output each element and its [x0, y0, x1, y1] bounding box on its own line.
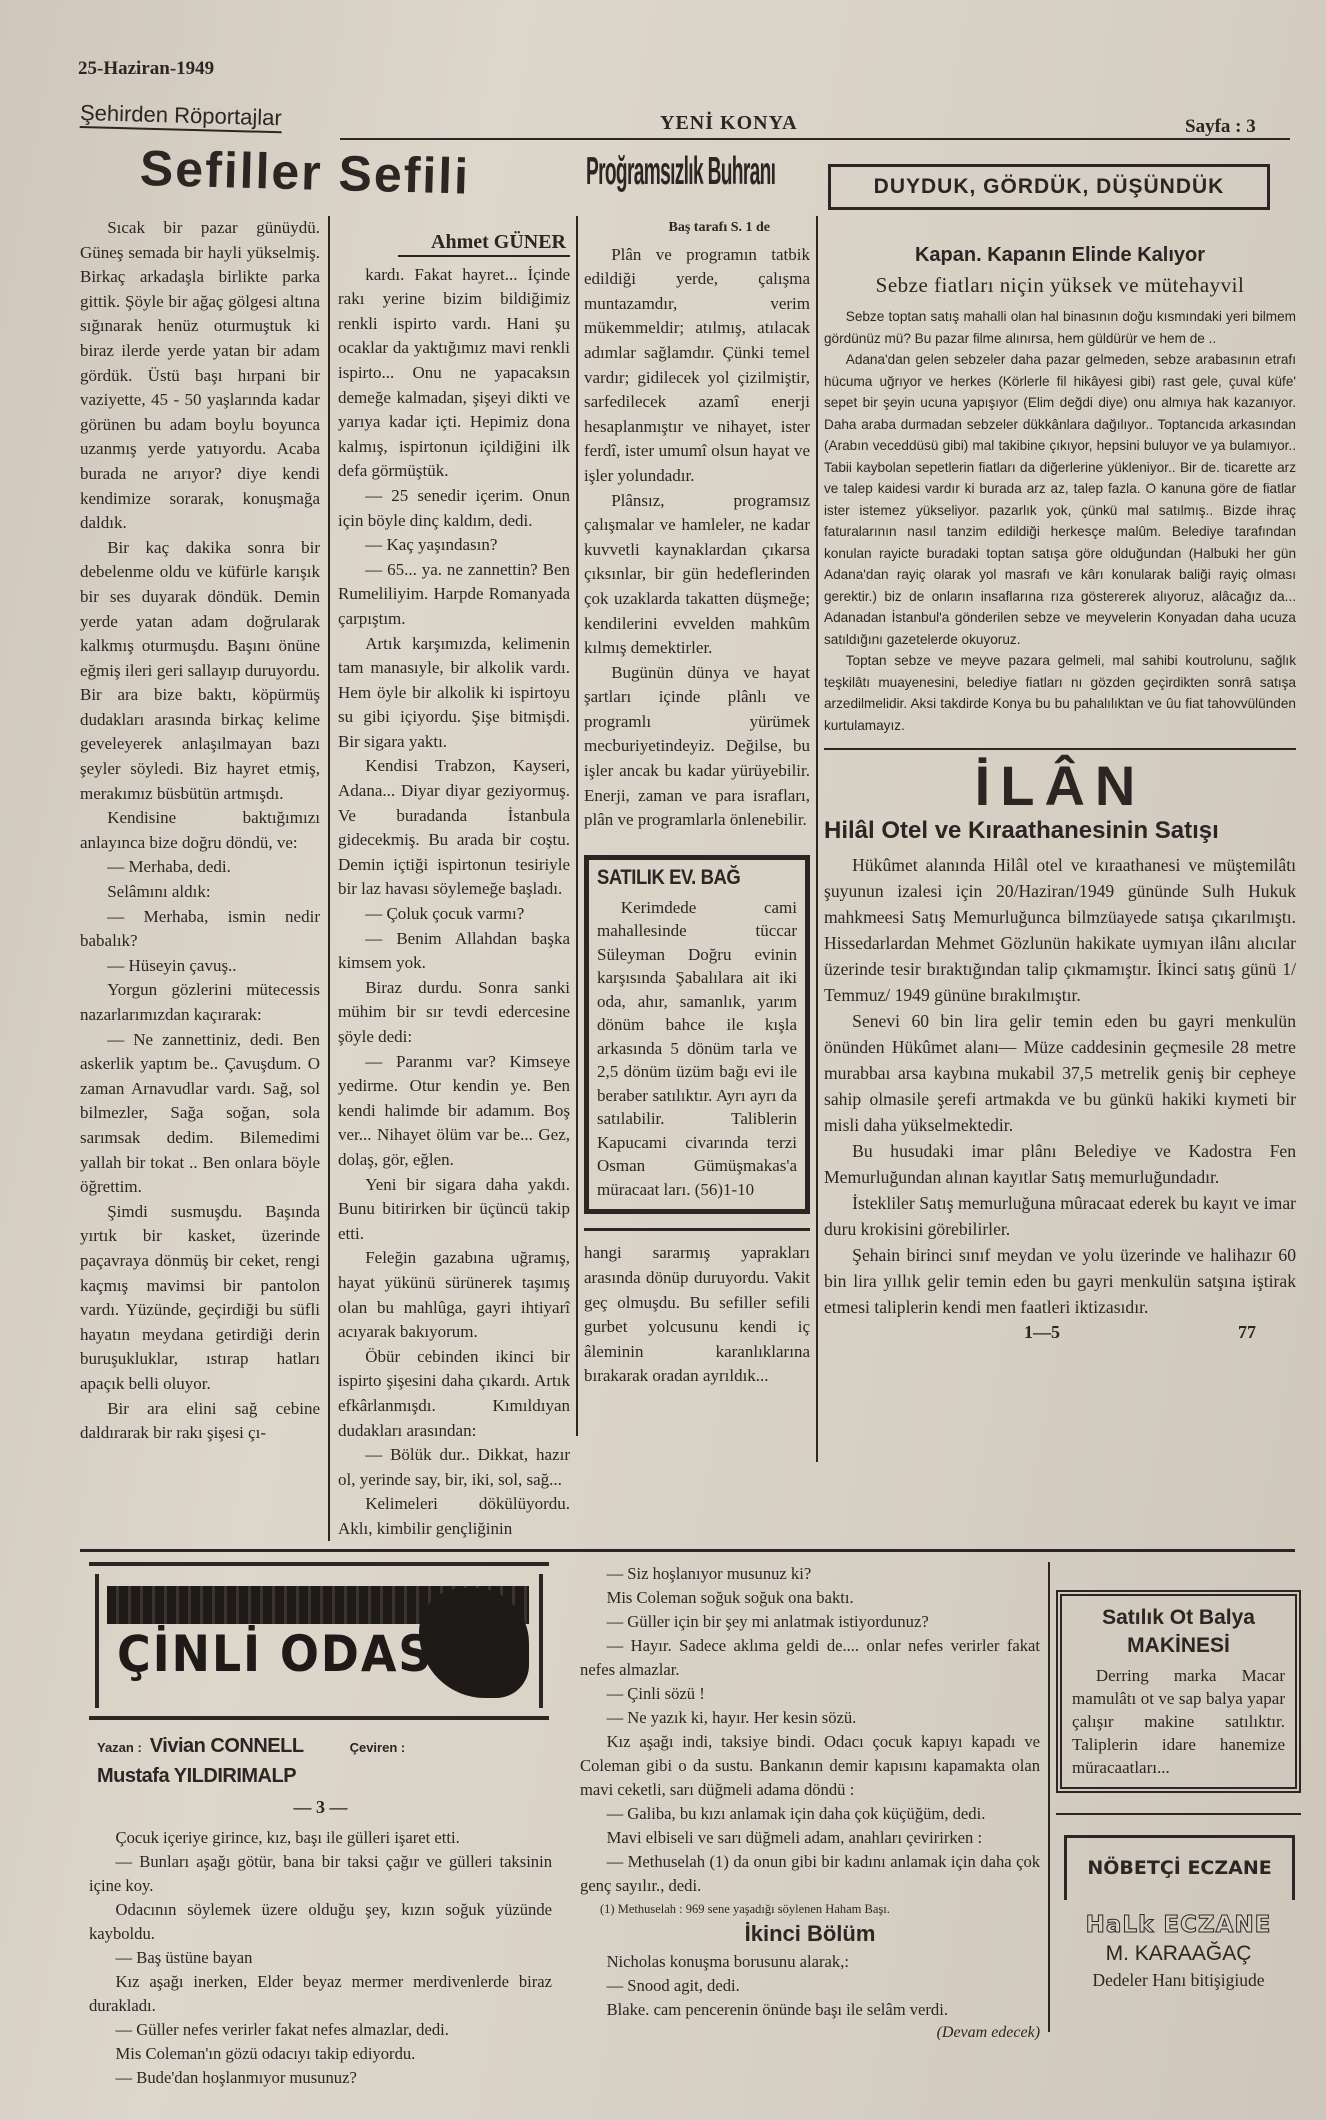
paragraph: — Ne yazık ki, hayır. Her kesin sözü.: [606, 1708, 857, 1728]
ilan-label: İLÂN: [824, 748, 1296, 816]
paragraph: Hükûmet alanında Hilâl otel ve kıraathanesi ve müştemilâtı şuyunun izalesi için 20/Haziran/1949 gününde Sulh Hukuk mahkmeesi Satış Memurluğunca bilmzüayede satışa çıkarılmıştı. Hissedarlardan Mehmet Gözlunün hakikate uymıyan ilânı alıcılar üzerinde tesir bıraktığından talip çıkmamıştır. İkinci satış günü 1/ Temmuz/ 1949 gününe bırakılmıştır.: [824, 855, 1296, 1005]
paragraph: Şehain birinci sınıf meydan ve yolu üzerinde ve halihazır 60 bin lira yıllık gelir temin eden bu gayri menkulün satşına iştirak etmesi taliplerin kendi men faatleri iktizasıdır.: [824, 1245, 1296, 1317]
paragraph: Kendisi Trabzon, Kayseri, Adana... Diyar diyar geziyormuş. Ve buradanda İstanbula gidecekmiş. Bu arada bir coştu. Demin içtiği ispirtonun tesiriyle bir laz havası söylemeğe başladı.: [338, 756, 570, 899]
sefiller-col-3: [584, 1228, 810, 1389]
paragraph: İstekliler Satış memurluğuna mûracaat ederek bu kayıt ve imar duru krokisini görebilirler.: [824, 1193, 1296, 1239]
author-label: Yazan :: [97, 1740, 142, 1756]
column-3: [576, 216, 810, 1436]
paragraph: Sıcak bir pazar günüydü. Güneş semada bir hayli yükselmiş. Birkaç arkadaşla birlikte parka gittik. Şöyle bir ağaç gölgesi altına sığınarak henüz oturmuştuk ki biraz ilerde yerde yatan bir adam gördük. Üstü başı hırpani bir vaziyette, 45 - 50 yaşlarında kadar görünen bu adam boylu boyunca uzanmış yerde yatıyordu. Acaba burada ne arıyor? diye kendi kendimize sorarak, konuşmağa daldık.: [80, 218, 320, 533]
paragraph: — 25 senedir içerim. Onun için böyle dinç kaldım, dedi.: [338, 485, 570, 530]
ad-title: SATILIK EV. BAĞ: [597, 865, 741, 889]
continued-note: Baş tarafı S. 1 de: [668, 220, 770, 235]
serial-title: ÇİNLİ ODASI: [117, 1625, 453, 1684]
paragraph: Öbür cebinden ikinci bir ispirto şişesini daha çıkardı. Artık efkârlanmışdı. Kımıldıyan dudakları arasından:: [338, 1346, 570, 1440]
pharmacy-address: Dedeler Hanı bitişigiude: [1092, 1970, 1265, 1991]
paragraph: Şimdi susmuşdu. Başında yırtık bir kasket, üzerinde paçavraya dönmüş bir ceket, rengi kaçmış mavimsi bir pantolon vardı. Yüzünde, geçirdiği bu süfli hayatın meydana getirdiği derin buruşukluklar, ıstırap hatları apaçık belli oluyor.: [80, 1201, 320, 1393]
episode-number: — 3 —: [293, 1797, 348, 1818]
chapter-heading: İkinci Bölüm: [744, 1921, 876, 1947]
sefiller-col-1: [80, 216, 320, 1446]
paragraph: kardı. Fakat hayret... İçinde rakı yerine bizim bildiğimiz renkli ispirto vardı. Hani şu ocaklar da yaktığımız mavi renkli ispirto... Onu ne yapacaksın demeğe kalmadan, şişeyi dikti ve yarıya kadar içti. Hepimiz dona kalmış, ispirtonun içildiğini ilk defa görmüştük.: [338, 264, 570, 481]
kapan-subhead: Sebze fiatları niçin yüksek ve mütehayvil: [875, 273, 1245, 297]
paragraph: Kız aşağı inerken, Elder beyaz mermer merdivenlerde biraz durakladı.: [89, 1972, 553, 2016]
issue-date: 25-Haziran-1949: [78, 58, 215, 79]
paragraph: — Baş üstüne bayan: [115, 1948, 253, 1968]
paragraph: — Bunları aşağı götür, bana bir taksi çağır ve gülleri taksinin içine koy.: [89, 1852, 553, 1896]
paragraph: — Methuselah (1) da onun gibi bir kadını anlamak için daha çok genç sayılır., dedi.: [580, 1852, 1041, 1896]
paragraph: Selâmını aldık:: [107, 882, 211, 902]
satilik-ev-ad: [584, 855, 810, 1215]
paragraph: Bu husudaki imar plânı Belediye ve Kadostra Fen Memurluğundan alınan kayıtlar Satış memurluğundadır.: [824, 1141, 1296, 1187]
article-title: Sefiller Sefili: [139, 140, 471, 205]
paragraph: Biraz durdu. Sonra sanki mühim bir sır tevdi edercesine şöyle dedi:: [338, 977, 570, 1046]
to-be-continued: (Devam edecek): [936, 2024, 1041, 2042]
top-section: [80, 0, 1296, 1541]
paragraph: — 65... ya. ne zannettin? Ben Rumeliliyim. Harpde Romanyada çarpıştım.: [338, 559, 570, 628]
section-title: Şehirden Röportajlar: [80, 100, 282, 133]
paragraph: — Galiba, bu kızı anlamak için daha çok küçüğüm, dedi.: [606, 1804, 986, 1824]
paragraph: Kelimeleri dökülüyordu. Aklı, kimbilir gençliğinin: [338, 1494, 570, 1538]
paragraph: — Güller nefes verirler fakat nefes almazlar, dedi.: [115, 2020, 449, 2040]
paragraph: — Güller için bir şey mi anlatmak istiyordunuz?: [606, 1612, 929, 1632]
paragraph: — Siz hoşlanıyor musunuz ki?: [606, 1564, 812, 1584]
paragraph: Nicholas konuşma borusunu alarak,:: [606, 1952, 849, 1972]
paragraph: Toptan sebze ve meyve pazara gelmeli, mal sahibi koutrolunu, sağlık teşkilâtı muayenesini, belediye fiatları nı gözden geçirdikten sonrâ satışa arzedilmelidir. Aksi takdirde Konya bu bu pahalılıktan ve ûu fiat tahovvülünden kurtulamayız.: [824, 653, 1296, 733]
paragraph: — Hayır. Sadece aklıma geldi de.... onlar nefes verirler fakat nefes almazlar.: [580, 1636, 1041, 1680]
paragraph: Feleğin gazabına uğramış, hayat yükünü sürünerek taşımış olan bu mahlûga, gayri ihtiyarî acıyarak bakıyorum.: [338, 1248, 570, 1342]
paragraph: Mis Coleman soğuk soğuk ona baktı.: [606, 1588, 854, 1608]
divider: [1056, 1813, 1301, 1815]
ad-text: Derring marka Macar mamulâtı ot ve sap balya yapar çalışır makine satılıktır. Taliplerin idare hanemize müracaatları...: [1072, 1666, 1285, 1778]
paragraph: Adana'dan gelen sebzeler daha pazar gelmeden, sebze arabasının etrafı hücuma uğrıyor ve herkes (Körlerle fil hikâyesi gibi) rast gele, çuval küfe' sepet bir şeyin ucuna yapışıyor (Elim değdi diye) onu almıya hak kazanıyor. Daha araba durmadan sebzeler dükkânlara dağılıyor.. Toptancıda arkasından (Arabın veceddüsü gibi) mal takibine çıkıyor, hepsini buluyor ve ya bulamıyor.. Tabii kaybolan sepetlerin fiatları da diğerlerine yükleniyor.. Bir de. ticarette arz ve talep kaidesi vardır ki burada arz az, talep fazla. O kanuna göre de fiatlar ister istemez yükseliyor. pazarlık yok, çünkü mal satılmış.. Bizde ihraç faturalarının nasıl tanzim edildiği herkesçe malûm. Belediye tarafından konulan rayicte buradaki toptan satışa göre olduğundan (Halbuki her gün Adana'dan rayiç olarak yol masrafı ve kârı konularak baliği rayiç olması gerektir.) biz de onların insaflarına rıza göstererek alıyoruz, alâcağız da... Adanadan İstanbul'a gönderilen sebze ve meyvelerin Konyadan daha ucuza satıldığını gazetelerde okuyoruz.: [824, 352, 1296, 647]
article-author: Ahmet GÜNER: [398, 230, 570, 257]
paragraph: Sebze toptan satış mahalli olan hal binasının doğu kısmındaki yeri bilmem gördünüz mü? Bu pazar filme alınırsa, hem güldürür ve hem de ..: [824, 309, 1296, 346]
ilan-ref: 1—5: [1024, 1322, 1060, 1342]
ilan-title: Hilâl Otel ve Kıraathanesinin Satışı: [824, 817, 1219, 844]
paragraph: Bir ara elini sağ cebine daldırarak bir rakı şişesi çı-: [80, 1398, 320, 1443]
footnote: (1) Methuselah : 969 sene yaşadığı söylenen Haham Başı.: [600, 1902, 890, 1917]
paragraph: — Kaç yaşındasın?: [365, 535, 498, 555]
serial-credits: [97, 1732, 552, 1790]
paragraph: Blake. cam pencerenin önünde başı ile selâm verdi.: [606, 2000, 948, 2020]
paragraph: — Bölük dur.. Dikkat, hazır ol, yerinde say, bir, iki, sol, sağ...: [338, 1445, 570, 1489]
paragraph: — Snood agit, dedi.: [606, 1976, 740, 1996]
ad-title: MAKİNESİ: [1127, 1634, 1230, 1658]
ads-column: [1048, 1562, 1301, 2032]
ilan-article: [824, 852, 1296, 1344]
serial-author: Vivian CONNELL: [149, 1735, 304, 1758]
program-article: [584, 216, 810, 833]
paragraph: Çocuk içeriye girince, kız, başı ile gülleri işaret etti.: [115, 1828, 460, 1848]
paragraph: Kendisine baktığımızı anlayınca bize doğru döndü, ve:: [80, 808, 320, 852]
paragraph: Bir kaç dakika sonra bir debelenme oldu ve küfürle karışık bir ses duyarak döndük. Demin yerde yatan adam doğrularak kalkmış oturmuşdu. Başını önüne eğmiş ileri geri sallayıp duruyordu. Bir ara bize baktı, köpürmüş dudakları arasında birkaç kelime geveleyerek anlaşılmayan bazı şeyler söyledi. Biz hayret etmiş, merakımız büsbütün artmışdı.: [80, 537, 320, 803]
serial-left-column: [89, 1562, 552, 2090]
ilan-number: 77: [1238, 1322, 1256, 1342]
serial-banner: [89, 1562, 549, 1720]
paragraph: — Bude'dan hoşlanmıyor musunuz?: [115, 2068, 357, 2088]
paragraph: Mavi elbiseli ve sarı düğmeli adam, anahları çevirirken :: [606, 1828, 983, 1848]
kapan-headline: Kapan. Kapanın Elinde Kalıyor: [914, 244, 1206, 266]
page-number: Sayfa : 3: [1185, 116, 1256, 137]
pharmacy-banner: NÖBETÇİ ECZANE: [1064, 1835, 1295, 1900]
paragraph: — Benim Allahdan başka kimsem yok.: [338, 928, 570, 973]
serial-right: [580, 1562, 1040, 2044]
bottom-section: [89, 1552, 1301, 2120]
paragraph: — Merhaba, dedi.: [107, 857, 231, 877]
translator-label: Çeviren :: [349, 1740, 406, 1756]
serial-translator: Mustafa YILDIRIMALP: [97, 1765, 297, 1788]
paragraph: Senevi 60 bin lira gelir temin eden bu gayri menkulün önünden Hükûmet alanı— Müze caddesinin geçmesile 28 metre murabbaı arsa kaybına mukabil 37,5 metrelik geniş bir cepheye sahip olmasile şerefi artmakda ve bu günkü hakiki kıymeti bir misli daha yükselmektedir.: [824, 1011, 1296, 1135]
paragraph: Artık karşımızda, kelimenin tam manasıyle, bir alkolik vardı. Hem öyle bir alkolik ki ispirtoyu su gibi içiyordu. Şişe bitmişdi. Bir sigara yaktı.: [338, 633, 570, 751]
paragraph: hangi sararmış yaprakları arasında dönüp duruyordu. Vakit geç olmuşdu. Bu sefiller sefili gurbet yolcusunu kendi iç âleminin karanlıklarına bırakarak oradan ayrıldık...: [584, 1243, 810, 1386]
paragraph: — Paranmı var? Kimseye yedirme. Otur kendin ye. Ben kendi halimde bir adamım. Boş ver... Nihayet ölüm var be... Gez, dolaş, gör, eğlen.: [338, 1051, 570, 1169]
paragraph: — Çoluk çocuk varmı?: [365, 904, 525, 924]
ad-title: Satılık Ot Balya: [1102, 1606, 1255, 1630]
paragraph: Plân ve programın tatbik edildiği yerde, çalışma muntazamdır, verim mükemmeldir; atılmış, atılacak adımlar sağlamdır. Çünki temel vardır; gidilecek yol çizilmiştir, sarfedilecek azamî enerji hesaplanmıştır ve nihayet, ister ferdî, ister umumî olsun hayat ve işler yolundadır.: [584, 244, 810, 485]
kapan-article: [824, 242, 1296, 736]
column-4: [816, 216, 1296, 1462]
serial-left: [89, 1826, 552, 2090]
newspaper-name: YENİ KONYA: [660, 112, 798, 134]
sefiller-col-2: [328, 216, 570, 1541]
program-headline: Proğramsızlık Buhranı: [586, 150, 776, 194]
paragraph: Odacının söylemek üzere olduğu şey, kızın soğuk yüzünde kayboldu.: [89, 1900, 553, 1944]
paragraph: Bugünün dünya ve hayat şartları içinde plânlı ve programlı yürümek mecburiyetindeyiz. Değilse, bu işler ancak bu kadar yürüyebilir. Enerji, zaman ve para israfları, plân ve programlarla önlenebilir.: [584, 662, 810, 830]
paragraph: — Çinli sözü !: [606, 1684, 705, 1704]
column-banner: DUYDUK, GÖRDÜK, DÜŞÜNDÜK: [828, 164, 1270, 210]
ot-balya-ad: [1056, 1590, 1301, 1793]
ad-text: Kerimdede cami mahallesinde tüccar Süleyman Doğru evinin karşısında Şabalılara ait iki oda, ahır, samanlık, yarım dönüm bahce ile kışla arkasında 5 dönüm tarla ve 2,5 dönüm üzüm bağı evi ile beraber satılıktır. Ayrı ayrı da satılabilir. Taliblerin Kapucami civarında terzi Osman Gümüşmakas'a müracaat ları. (56)1-10: [597, 897, 797, 1199]
paragraph: Mis Coleman'ın gözü odacıyı takip ediyordu.: [115, 2044, 416, 2064]
pharmacy-owner: M. KARAAĞAÇ: [1105, 1942, 1252, 1966]
paragraph: — Merhaba, ismin nedir babalık?: [80, 906, 320, 951]
pharmacy-name: HaLk ECZANE: [1085, 1912, 1272, 1939]
paragraph: — Hüseyin çavuş..: [107, 955, 237, 975]
paragraph: Yorgun gözlerini mütecessis nazarlarımızdan kaçırarak:: [80, 980, 320, 1024]
paragraph: Yeni bir sigara daha yakdı. Bunu bitirirken bir üçüncü takip etti.: [338, 1174, 570, 1243]
paragraph: Plânsız, programsız çalışmalar ve hamleler, ne kadar kuvvetli kaynaklardan çıkarsa çıksınlar, bir gün hedeflerinden çok uzaklarda takatten düşmeğe; kendilerini evvelden mahkûm kılmış demektirler.: [584, 490, 810, 658]
paragraph: Kız aşağı indi, taksiye bindi. Odacı çocuk kapıyı kapadı ve Coleman gibi o da sustu. Bankanın demir kapısını kapamakta olan mavi ceketli, sarı düğmeli adama döndü :: [580, 1732, 1041, 1800]
paragraph: — Ne zannettiniz, dedi. Ben askerlik yaptım be.. Çavuşdum. O zaman Arnavudlar vardı. Sağ, sol bilmezler, Sağa soğan, sola sarımsak dedim. Bilemedimi yallah bir tokat .. Ben onlara böyle öğrettim.: [80, 1029, 320, 1197]
